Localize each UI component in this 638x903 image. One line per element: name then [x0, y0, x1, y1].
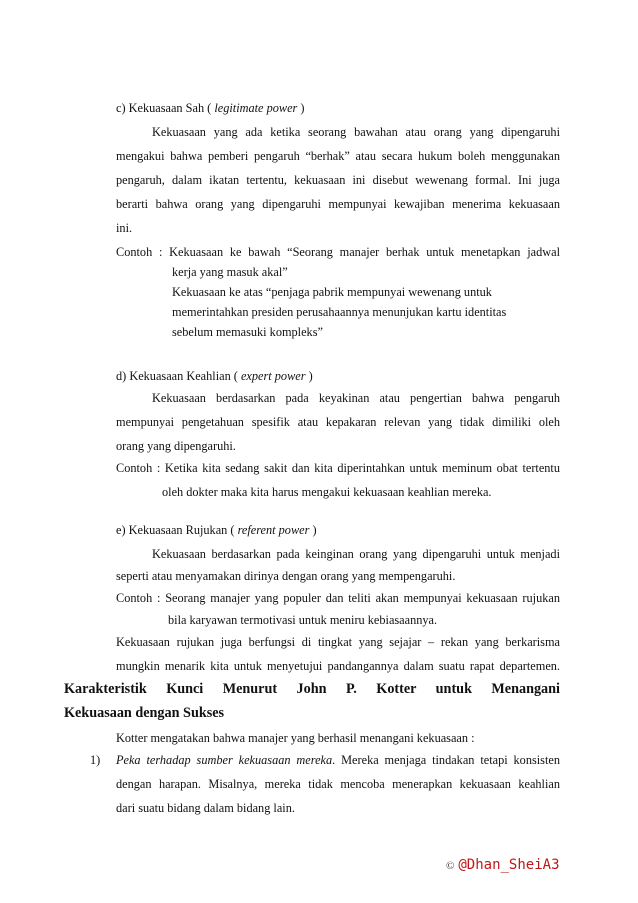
- section-d-para-line: orang yang dipengaruhi.: [116, 439, 236, 453]
- kotter-heading-line: Kekuasaan dengan Sukses: [64, 705, 225, 721]
- section-d-heading-text: d) Kekuasaan Keahlian (: [116, 369, 241, 383]
- section-e-example-line: Contoh : Seorang manajer yang populer dan teliti akan mempunyai kekuasaan rujukan: [116, 591, 560, 605]
- section-e-heading-term: referent power: [237, 523, 310, 537]
- section-e-closing-line: mungkin menarik kita untuk menyetujui pandangannya dalam suatu rapat departemen.: [116, 659, 560, 673]
- section-d-para-line: Kekuasaan berdasarkan pada keyakinan atau pengertian bahwa pengaruh: [152, 391, 560, 405]
- section-e-heading-text: e) Kekuasaan Rujukan (: [116, 523, 238, 537]
- footer-credit: [446, 856, 560, 875]
- copyright-icon: ©: [446, 860, 455, 872]
- section-d-heading: [116, 368, 313, 384]
- section-c-heading: [116, 100, 305, 116]
- section-e-para-line: Kekuasaan berdasarkan pada keinginan orang yang dipengaruhi untuk menjadi: [152, 547, 560, 561]
- section-c-para-line: mengakui bahwa pemberi pengaruh “berhak” atau secara hukum boleh menggunakan: [116, 149, 560, 163]
- kotter-item-1-number: 1): [90, 753, 101, 767]
- section-d-para-line: mempunyai pengetahuan spesifik atau kepakaran relevan yang tidak dimiliki oleh: [116, 415, 560, 429]
- section-c-heading-term: legitimate power: [214, 101, 298, 115]
- section-d-example-line: oleh dokter maka kita harus mengakui kekuasaan keahlian mereka.: [162, 485, 492, 499]
- section-c-example-line: kerja yang masuk akal”: [172, 265, 288, 279]
- section-d-heading-close: ): [305, 369, 313, 383]
- section-c-heading-text: c) Kekuasaan Sah (: [116, 101, 215, 115]
- kotter-heading-line: Karakteristik Kunci Menurut John P. Kotter untuk Menangani: [64, 681, 560, 697]
- section-d-heading-term: expert power: [240, 369, 306, 383]
- kotter-intro: Kotter mengatakan bahwa manajer yang berhasil menangani kekuasaan :: [116, 731, 475, 745]
- section-c-para-line: ini.: [116, 221, 133, 235]
- section-c-para-line: berarti bahwa orang yang dipengaruhi mempunyai kewajiban menerima kekuasaan: [116, 197, 560, 211]
- kotter-item-1-cont-line: dari suatu bidang dalam bidang lain.: [116, 801, 295, 815]
- section-c-para-line: pengaruh, dalam ikatan tertentu, kekuasaan ini disebut wewenang formal. Ini juga: [116, 173, 560, 187]
- section-e-heading-close: ): [309, 523, 317, 537]
- section-c-example-line: Kekuasaan ke atas “penjaga pabrik mempunyai wewenang untuk: [172, 285, 492, 299]
- kotter-item-1-text: . Mereka menjaga tindakan tetapi konsisten: [332, 753, 560, 767]
- section-e-heading: [116, 522, 317, 538]
- section-e-closing-line: Kekuasaan rujukan juga berfungsi di tingkat yang sejajar – rekan yang berkarisma: [116, 635, 560, 649]
- section-c-example-line: sebelum memasuki kompleks”: [172, 325, 323, 339]
- section-c-example-line: Contoh : Kekuasaan ke bawah “Seorang manajer berhak untuk menetapkan jadwal: [116, 245, 560, 259]
- section-d-example-line: Contoh : Ketika kita sedang sakit dan kita diperintahkan untuk meminum obat tertentu: [116, 461, 560, 475]
- kotter-item-1-line: [116, 752, 560, 768]
- section-c-heading-close: ): [297, 101, 305, 115]
- section-c-example-line: memerintahkan presiden perusahaannya menunjukan kartu identitas: [172, 305, 507, 319]
- section-e-para-line: seperti atau menyamakan dirinya dengan orang yang mempengaruhi.: [116, 569, 456, 583]
- section-c-para-line: Kekuasaan yang ada ketika seorang bawahan atau orang yang dipengaruhi: [152, 125, 560, 139]
- author-handle: @Dhan_SheiA3: [458, 857, 560, 873]
- section-e-example-line: bila karyawan termotivasi untuk meniru kebiasaannya.: [168, 613, 438, 627]
- kotter-item-1-cont-line: dengan harapan. Misalnya, mereka tidak mencoba menerapkan kekuasaan keahlian: [116, 777, 560, 791]
- kotter-item-1-title: Peka terhadap sumber kekuasaan mereka: [116, 753, 333, 767]
